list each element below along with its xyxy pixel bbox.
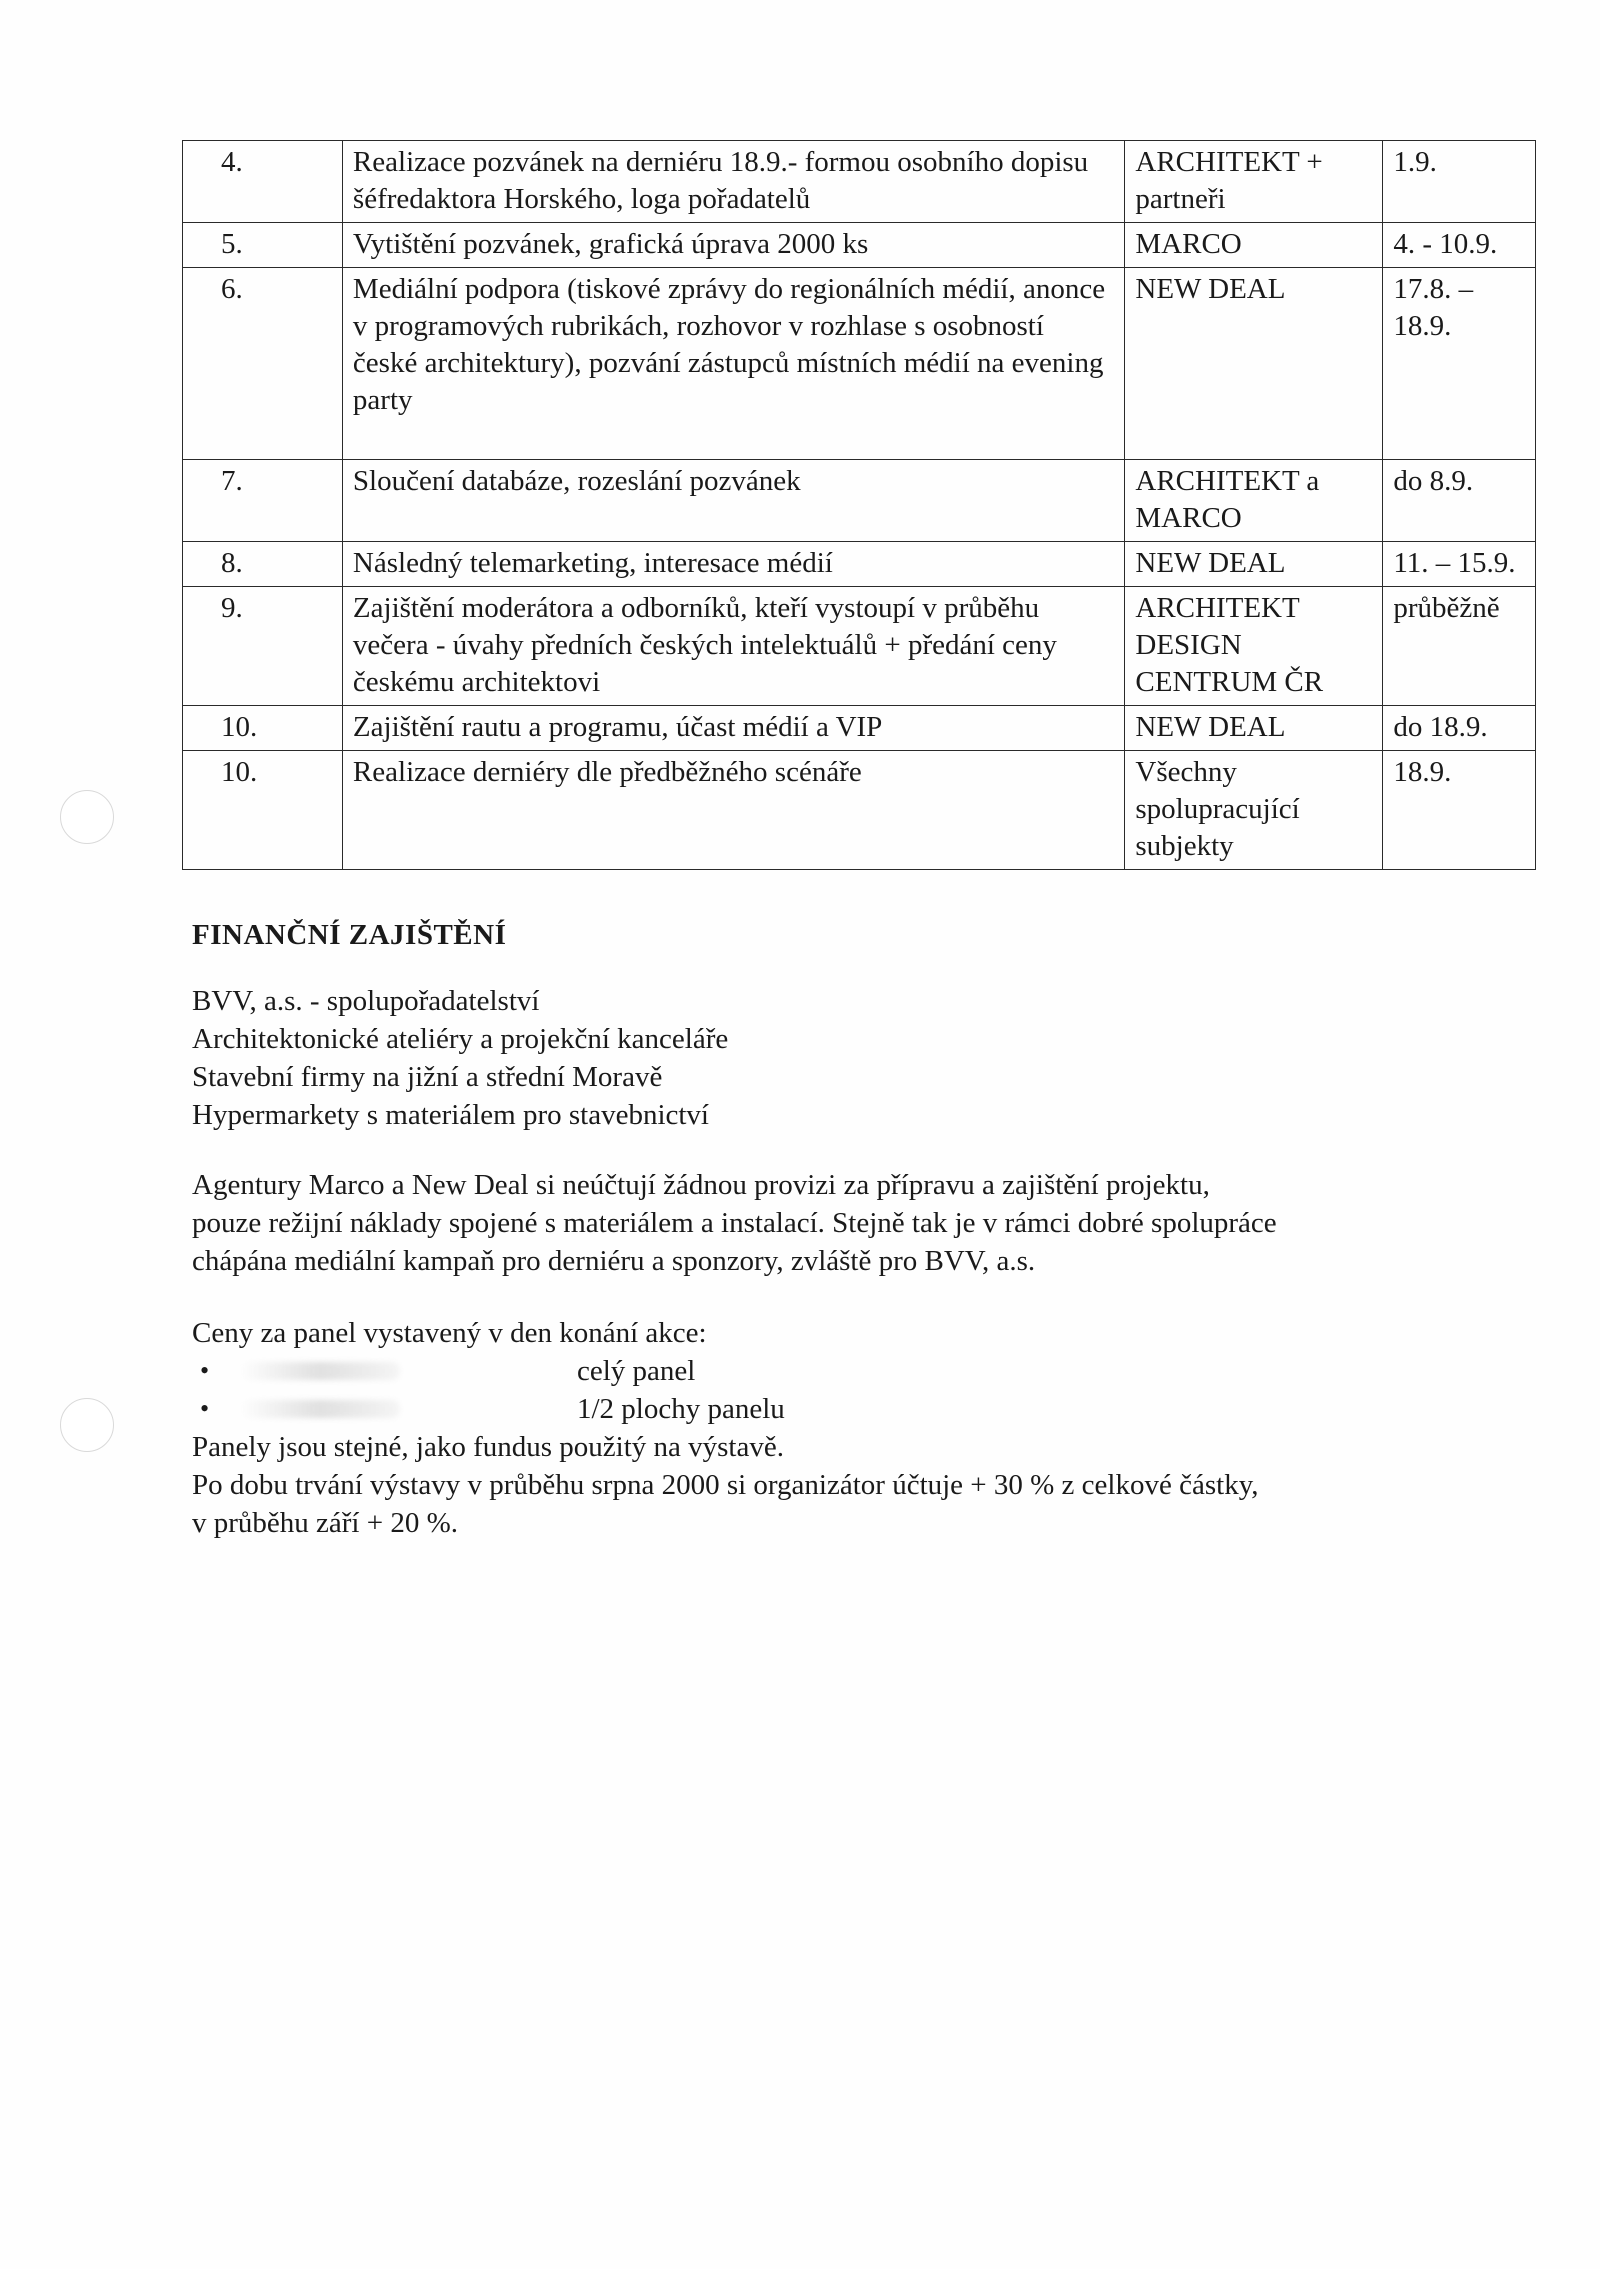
row-date: do 18.9. [1383,706,1536,751]
row-number: 8. [183,542,343,587]
table-row [183,460,1536,542]
row-responsible: NEW DEAL [1125,268,1383,460]
row-date: 4. - 10.9. [1383,223,1536,268]
agency-line: Agentury Marco a New Deal si neúčtují žádnou provizi za přípravu a zajištění projektu, [192,1169,1210,1201]
row-task: Vytištění pozvánek, grafická úprava 2000 ks [342,223,1124,268]
bullet-icon: • [200,1356,210,1385]
finance-heading: FINANČNÍ ZAJIŠTĚNÍ [192,919,507,951]
schedule-table [182,140,1536,870]
prices-block [192,1314,1532,1542]
redacted-price [240,1400,400,1418]
price-bullet [192,1390,1532,1428]
punch-hole-mark [60,1398,114,1452]
closing-line: Panely jsou stejné, jako fundus použitý na výstavě. [192,1431,784,1463]
punch-hole-mark [60,790,114,844]
row-responsible: ARCHITEKT + partneři [1125,141,1383,223]
agency-line: chápána mediální kampaň pro derniéru a sponzory, zvláště pro BVV, a.s. [192,1245,1036,1277]
price-bullet-text: celý panel [577,1355,696,1387]
row-number: 5. [183,223,343,268]
table-row [183,268,1536,460]
row-task: Zajištění rautu a programu, účast médií a VIP [342,706,1124,751]
agency-paragraph [192,1166,1532,1280]
table-row [183,223,1536,268]
closing-line: v průběhu září + 20 %. [192,1507,458,1539]
price-bullet-text: 1/2 plochy panelu [577,1393,785,1425]
row-number: 10. [183,751,343,870]
funding-source-line: Stavební firmy na jižní a střední Moravě [192,1061,663,1093]
funding-source-line: BVV, a.s. - spolupořadatelství [192,985,540,1017]
row-number: 10. [183,706,343,751]
row-task: Mediální podpora (tiskové zprávy do regionálních médií, anonce v programových rubrikách, rozhovor v rozhlase s osobností české architektury), pozvání zástupců místních médií na evening party [342,268,1124,460]
table-row [183,706,1536,751]
table-row [183,141,1536,223]
row-task: Realizace derniéry dle předběžného scénáře [342,751,1124,870]
agency-line: pouze režijní náklady spojené s materiálem a instalací. Stejně tak je v rámci dobré spolupráce [192,1207,1277,1239]
bullet-icon: • [200,1394,210,1423]
funding-sources [192,982,1532,1134]
row-responsible: ARCHITEKT a MARCO [1125,460,1383,542]
row-number: 9. [183,587,343,706]
row-date: průběžně [1383,587,1536,706]
prices-intro: Ceny za panel vystavený v den konání akce: [192,1317,707,1349]
row-responsible: NEW DEAL [1125,706,1383,751]
row-date: 1.9. [1383,141,1536,223]
row-date: 11. – 15.9. [1383,542,1536,587]
closing-line: Po dobu trvání výstavy v průběhu srpna 2000 si organizátor účtuje + 30 % z celkové částky, [192,1469,1259,1501]
row-task: Sloučení databáze, rozeslání pozvánek [342,460,1124,542]
redacted-price [240,1362,400,1380]
row-responsible: MARCO [1125,223,1383,268]
row-date: 17.8. – 18.9. [1383,268,1536,460]
row-responsible: NEW DEAL [1125,542,1383,587]
funding-source-line: Hypermarkety s materiálem pro stavebnictví [192,1099,709,1131]
table-row [183,587,1536,706]
row-number: 4. [183,141,343,223]
row-task: Realizace pozvánek na derniéru 18.9.- formou osobního dopisu šéfredaktora Horského, loga pořadatelů [342,141,1124,223]
funding-source-line: Architektonické ateliéry a projekční kanceláře [192,1023,729,1055]
table-row [183,542,1536,587]
row-number: 7. [183,460,343,542]
row-task: Následný telemarketing, interesace médií [342,542,1124,587]
row-number: 6. [183,268,343,460]
table-row [183,751,1536,870]
row-responsible: Všechny spolupracující subjekty [1125,751,1383,870]
row-responsible: ARCHITEKT DESIGN CENTRUM ČR [1125,587,1383,706]
row-date: do 8.9. [1383,460,1536,542]
price-bullet [192,1352,1532,1390]
row-task: Zajištění moderátora a odborníků, kteří vystoupí v průběhu večera - úvahy předních českých intelektuálů + předání ceny českému architektovi [342,587,1124,706]
row-date: 18.9. [1383,751,1536,870]
